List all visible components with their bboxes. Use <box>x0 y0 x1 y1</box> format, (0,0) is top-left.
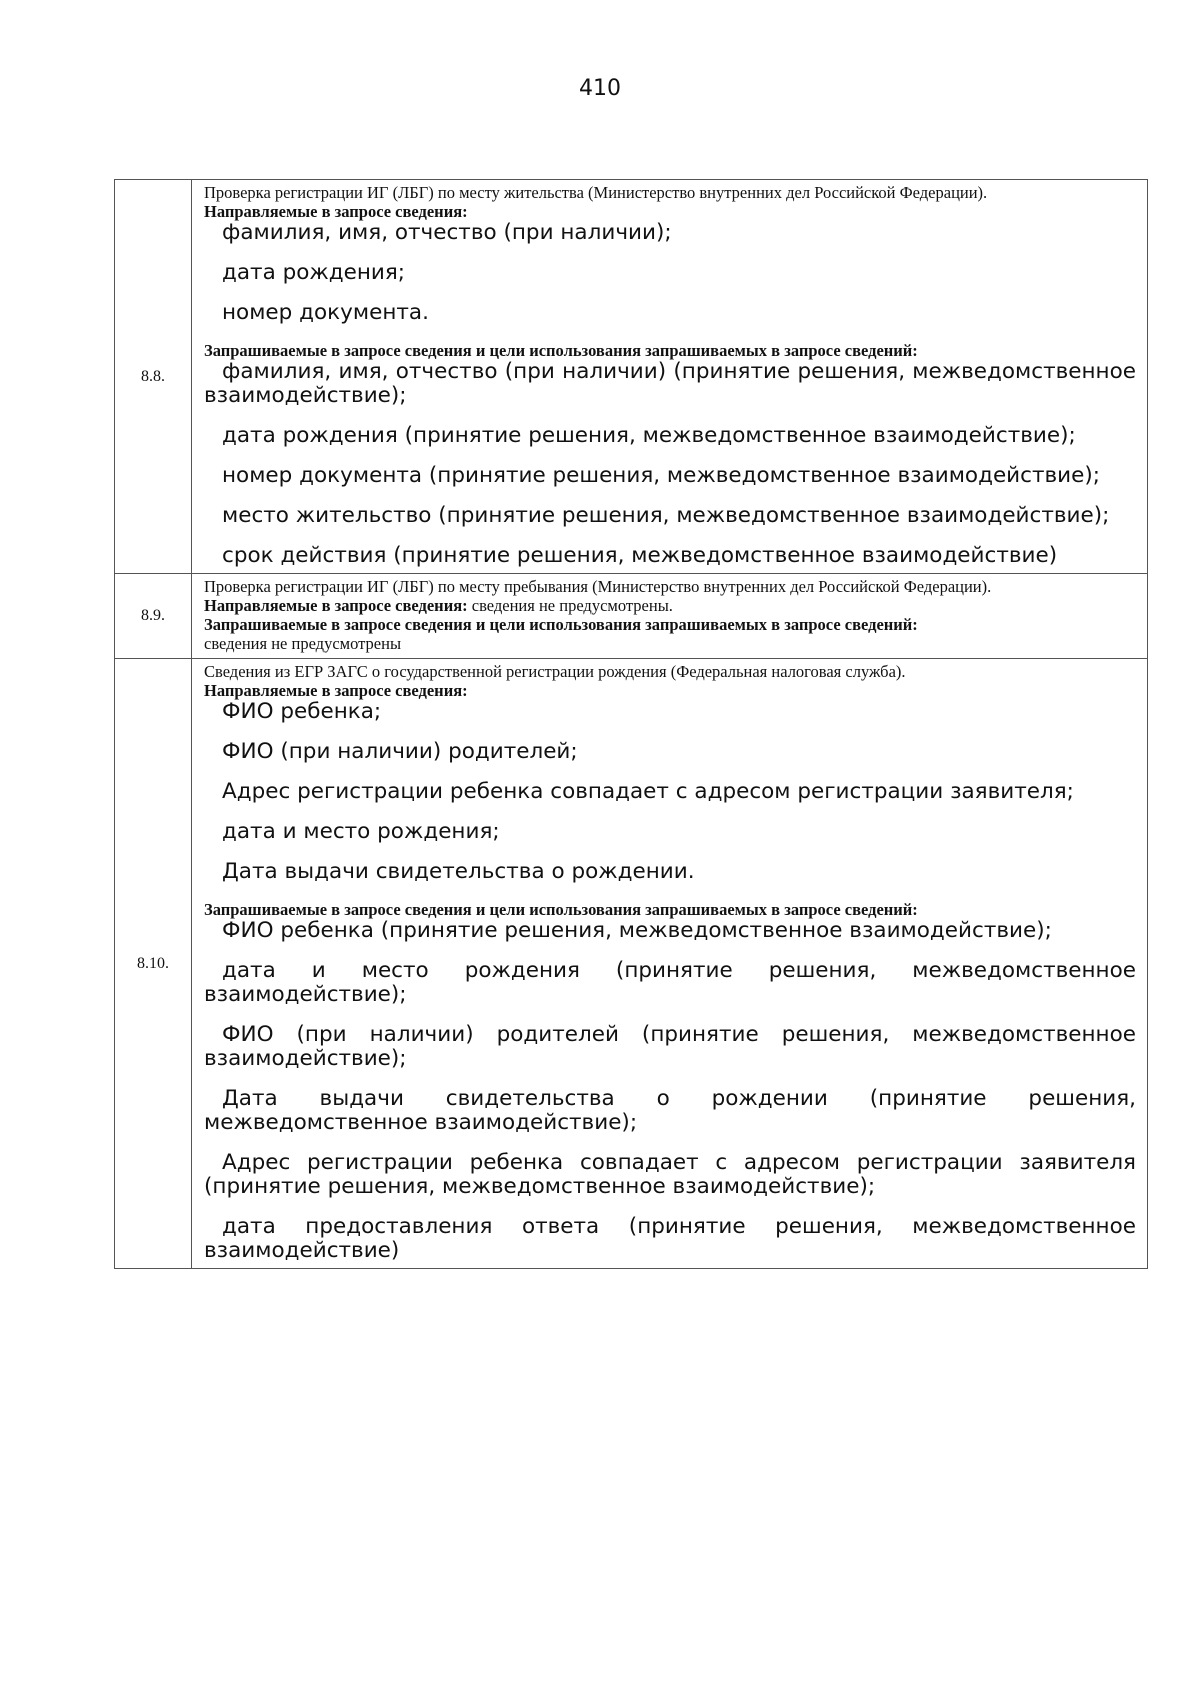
list-item: дата и место рождения (принятие решения, межведомственное взаимодействие); <box>204 958 1136 1007</box>
row-number: 8.10. <box>115 659 192 1269</box>
row-content <box>192 180 1148 574</box>
row-content <box>192 574 1148 659</box>
sent-heading: Направляемые в запросе сведения: <box>204 596 468 615</box>
table-row <box>115 659 1148 1269</box>
requested-heading: Запрашиваемые в запросе сведения и цели использования запрашиваемых в запросе сведений: <box>204 615 918 634</box>
list-item: срок действия (принятие решения, межведомственное взаимодействие) <box>222 543 1058 568</box>
list-item: место жительство (принятие решения, межведомственное взаимодействие); <box>222 503 1110 528</box>
requested-text: сведения не предусмотрены <box>204 634 402 653</box>
row-content <box>192 659 1148 1269</box>
requested-heading: Запрашиваемые в запросе сведения и цели использования запрашиваемых в запросе сведений: <box>204 341 918 360</box>
row-title: Проверка регистрации ИГ (ЛБГ) по месту пребывания (Министерство внутренних дел Российской Федерации). <box>204 577 992 596</box>
row-title: Сведения из ЕГР ЗАГС о государственной регистрации рождения (Федеральная налоговая служба). <box>204 662 906 681</box>
list-item: номер документа (принятие решения, межведомственное взаимодействие); <box>222 463 1100 488</box>
list-item: ФИО ребенка (принятие решения, межведомственное взаимодействие); <box>222 918 1052 943</box>
list-item: дата предоставления ответа (принятие решения, межведомственное взаимодействие) <box>204 1214 1136 1263</box>
list-item: Адрес регистрации ребенка совпадает с адресом регистрации заявителя; <box>222 779 1074 804</box>
sent-heading: Направляемые в запросе сведения: <box>204 202 468 221</box>
sent-text: сведения не предусмотрены. <box>471 596 673 615</box>
row-title: Проверка регистрации ИГ (ЛБГ) по месту жительства (Министерство внутренних дел Российской Федерации). <box>204 183 988 202</box>
list-item: дата рождения; <box>222 260 406 285</box>
list-item: дата рождения (принятие решения, межведомственное взаимодействие); <box>222 423 1076 448</box>
page-number: 410 <box>579 76 621 101</box>
list-item: номер документа. <box>222 300 429 325</box>
list-item: Дата выдачи свидетельства о рождении (принятие решения, межведомственное взаимодействие); <box>204 1086 1136 1135</box>
list-item: ФИО ребенка; <box>222 699 382 724</box>
list-item: ФИО (при наличии) родителей (принятие решения, межведомственное взаимодействие); <box>204 1022 1136 1071</box>
list-item: Дата выдачи свидетельства о рождении. <box>222 859 695 884</box>
list-item: ФИО (при наличии) родителей; <box>222 739 578 764</box>
document-table <box>114 179 1148 1269</box>
list-item: дата и место рождения; <box>222 819 500 844</box>
list-item: фамилия, имя, отчество (при наличии) (принятие решения, межведомственное взаимодействие); <box>204 359 1136 408</box>
sent-line <box>204 596 1136 615</box>
table-row <box>115 180 1148 574</box>
list-item: Адрес регистрации ребенка совпадает с адресом регистрации заявителя (принятие решения, межведомственное взаимодействие); <box>204 1150 1136 1199</box>
requested-heading: Запрашиваемые в запросе сведения и цели использования запрашиваемых в запросе сведений: <box>204 900 918 919</box>
sent-heading: Направляемые в запросе сведения: <box>204 681 468 700</box>
row-number: 8.8. <box>115 180 192 574</box>
row-number: 8.9. <box>115 574 192 659</box>
table-row <box>115 574 1148 659</box>
list-item: фамилия, имя, отчество (при наличии); <box>222 220 672 245</box>
